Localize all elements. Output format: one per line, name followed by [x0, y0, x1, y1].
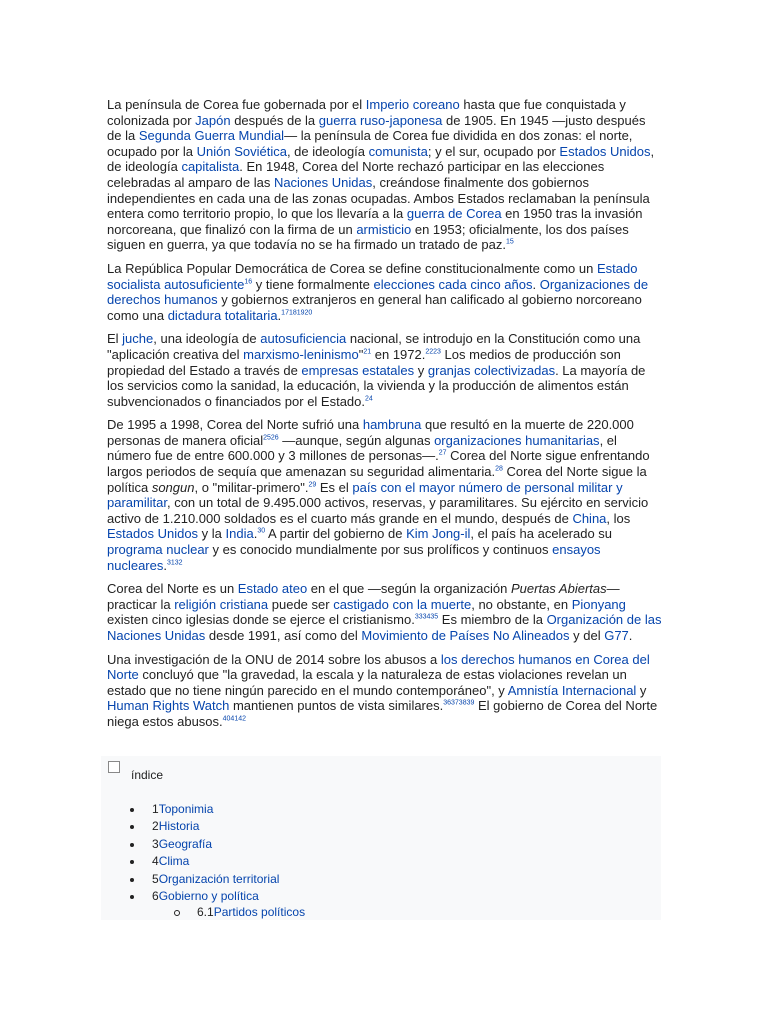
paragraph-famine-military: De 1995 a 1998, Corea del Norte sufrió una hambruna que resultó en la muerte de 220.000 personas de manera oficial$^{2526}$ —aunque, según algunas organizaciones humanitarias, el número fue de entre 600.000 y 3 millones de personas—.$^{27}$ Corea del Norte sigue enfrentando largos periodos de sequía que amenazan su seguridad alimentaria.$^{28}$ Corea del Norte sigue la política songun, o "militar-primero".$^{29}$ Es el país con el mayor número de personal militar y paramilitar, con un total de 9.495.000 activos, reservas, y paramilitares. Su ejército en servicio activo de 1.210.000 soldados es el cuarto más grande en el mundo, después de China, los Estados Unidos y la India.$^{30}$ A partir del gobierno de Kim Jong-il, el país ha acelerado su programa nuclear y es conocido mundialmente por sus prolíficos y continuos ensayos nucleares.$^{3132}$ — [107, 417, 650, 573]
reference-sup — [308, 481, 316, 488]
article-link[interactable]: programa nuclear — [107, 542, 209, 558]
reference-sup — [223, 716, 246, 723]
article-link[interactable]: hambruna — [362, 417, 422, 433]
toc-link[interactable]: Clima — [158, 854, 190, 869]
toc-item — [130, 871, 279, 888]
reference-sup — [257, 528, 265, 535]
article-link[interactable]: India — [225, 526, 254, 542]
reference-sup — [443, 700, 474, 707]
article-link[interactable]: Japón — [195, 112, 231, 128]
paragraph-constitution: La República Popular Democrática de Corea se define constitucionalmente como un Estado socialista autosuficiente$^{16}$ y tiene formalmente elecciones cada cinco años. Organizaciones de derechos humanos y gobiernos extranjeros en general han calificado al gobierno norcoreano como una dictadura totalitaria.$^{17181920}$ — [107, 260, 649, 323]
article-link[interactable]: ensayos nucleares — [107, 542, 601, 573]
article-link[interactable]: Pionyang — [571, 596, 626, 612]
paragraph-juche: El juche, una ideología de autosuficiencia nacional, se introdujo en la Constitución como una "aplicación creativa del marxismo-leninismo"$^{21}$ en 1972.$^{2223}$ Los medios de producción son propiedad del Estado a través de empresas estatales y granjas colectivizadas. La mayoría de los servicios como la sanidad, la educación, la vivienda y la producción de alimentos están subvencionados o financiados por el Estado.$^{24}$ — [107, 331, 646, 409]
reference-sup — [415, 614, 438, 621]
toc-number: 3 — [152, 836, 159, 851]
toc-item — [130, 853, 279, 870]
toc-item — [130, 818, 279, 835]
toc-number: 6 — [152, 888, 159, 903]
article-link[interactable]: Human Rights Watch — [107, 698, 230, 714]
article-body — [107, 97, 663, 738]
emphasis-text: songun — [151, 479, 195, 495]
reference-sup — [263, 435, 279, 442]
article-link[interactable]: guerra ruso-japonesa — [318, 112, 443, 128]
reference-link[interactable]: 21 — [363, 348, 372, 356]
toc-number: 6.1 — [197, 905, 214, 919]
emphasis-text: Puertas Abiertas — [511, 581, 607, 597]
toc-item — [130, 836, 279, 853]
reference-sup — [439, 450, 447, 457]
article-link[interactable]: marxismo-leninismo — [243, 346, 359, 362]
reference-link[interactable]: 28 — [495, 465, 503, 473]
article-link[interactable]: Organización de las Naciones Unidas — [107, 612, 662, 643]
toc-link[interactable]: Historia — [158, 819, 200, 834]
article-link[interactable]: Unión Soviética — [196, 143, 287, 159]
toc-number: 1 — [152, 802, 159, 816]
toc-link[interactable]: Toponimia — [158, 802, 214, 816]
reference-link[interactable]: 30 — [257, 528, 266, 536]
toc-link[interactable]: Gobierno y política — [158, 888, 259, 903]
reference-link[interactable]: 404142 — [222, 715, 246, 723]
article-link[interactable]: autosuficiencia — [260, 331, 347, 347]
toc-toggle-checkbox[interactable] — [108, 761, 120, 773]
reference-sup — [506, 239, 514, 246]
toc-sublist — [173, 904, 305, 921]
article-link[interactable]: los derechos humanos en Corea del Norte — [107, 651, 650, 683]
reference-link[interactable]: 29 — [308, 481, 317, 489]
article-link[interactable]: empresas estatales — [301, 362, 415, 378]
reference-sup — [425, 349, 441, 356]
article-link[interactable]: G77 — [604, 628, 629, 643]
article-link[interactable]: Estado ateo — [237, 581, 308, 597]
reference-sup — [495, 466, 503, 473]
article-link[interactable]: Movimiento de Países No Alineados — [361, 628, 570, 643]
article-link[interactable]: castigado con la muerte — [333, 596, 472, 612]
paragraph-religion: Corea del Norte es un Estado ateo en el que —según la organización Puertas Abiertas— practicar la religión cristiana puede ser castigado con la muerte, no obstante, en Pionyang existen cinco iglesias donde se ejerce el cristianismo.$^{333435}$ Es miembro de la Organización de las Naciones Unidas desde 1991, así como del Movimiento de Países No Alineados y del G77. — [107, 581, 662, 643]
article-link[interactable]: Estados Unidos — [559, 143, 651, 159]
article-link[interactable]: China — [572, 510, 607, 526]
reference-sup — [365, 395, 373, 402]
article-link[interactable]: organizaciones humanitarias — [434, 432, 600, 448]
toc-number: 4 — [152, 854, 159, 869]
toc-list — [130, 801, 279, 905]
toc-number: 5 — [152, 871, 159, 886]
article-link[interactable]: capitalista — [181, 159, 240, 175]
article-link[interactable]: Segunda Guerra Mundial — [138, 128, 285, 144]
reference-link[interactable]: 333435 — [414, 614, 439, 622]
reference-link[interactable]: 2223 — [425, 348, 441, 356]
toc-item — [130, 801, 279, 818]
toc-link[interactable]: Geografía — [158, 836, 213, 851]
reference-sup — [281, 309, 312, 316]
reference-link[interactable]: 15 — [505, 239, 514, 247]
article-link[interactable]: Naciones Unidas — [273, 174, 373, 190]
article-link[interactable]: granjas colectivizadas — [427, 362, 556, 378]
article-link[interactable]: elecciones cada cinco años — [373, 276, 533, 292]
article-link[interactable]: Kim Jong-il — [406, 526, 471, 542]
article-link[interactable]: país con el mayor número de personal militar y paramilitar — [107, 479, 623, 511]
toc-link[interactable]: Organización territorial — [158, 871, 280, 886]
toc-item — [130, 888, 279, 905]
article-link[interactable]: Organizaciones de derechos humanos — [107, 276, 649, 308]
article-link[interactable]: comunista — [368, 143, 428, 159]
article-link[interactable]: Estado socialista autosuficiente — [107, 260, 638, 292]
article-link[interactable]: juche — [122, 331, 154, 347]
paragraph-human-rights: Una investigación de la ONU de 2014 sobre los abusos a los derechos humanos en Corea del Norte concluyó que "la gravedad, la escala y la naturaleza de estas violaciones revelan un estado que no tiene ningún parecido en el mundo contemporáneo", y Amnistía Internacional y Human Rights Watch mantienen puntos de vista similares.$^{36373839}$ El gobierno de Corea del Norte niega estos abusos.$^{404142}$ — [107, 651, 658, 729]
toc-title: índice — [131, 768, 164, 782]
reference-link[interactable]: 16 — [244, 278, 253, 286]
table-of-contents — [101, 756, 661, 920]
reference-link[interactable]: 17181920 — [281, 309, 313, 317]
reference-sup — [244, 278, 252, 285]
toc-number: 2 — [152, 819, 159, 834]
reference-link[interactable]: 36373839 — [443, 700, 475, 708]
article-link[interactable]: armisticio — [356, 221, 412, 237]
reference-link[interactable]: 2526 — [263, 434, 279, 442]
reference-link[interactable]: 24 — [365, 395, 373, 403]
toc-link[interactable]: Partidos políticos — [213, 905, 306, 919]
reference-link[interactable]: 3132 — [167, 559, 183, 567]
reference-sup — [167, 559, 183, 566]
article-link[interactable]: dictadura totalitaria — [167, 307, 278, 323]
toc-subitem — [173, 904, 305, 921]
article-link[interactable]: guerra de Corea — [406, 206, 502, 222]
article-link[interactable]: Estados Unidos — [107, 526, 199, 542]
article-link[interactable]: Imperio coreano — [365, 97, 460, 112]
article-link[interactable]: Amnistía Internacional — [507, 682, 637, 698]
paragraph-history: La península de Corea fue gobernada por el Imperio coreano hasta que fue conquistada y colonizada por Japón después de la guerra ruso-japonesa de 1905. En 1945 —justo después de la Segunda Guerra Mundial— la península de Corea fue dividida en dos zonas: el norte, ocupado por la Unión Soviética, de ideología comunista; y el sur, ocupado por Estados Unidos, de ideología capitalista. En 1948, Corea del Norte rechazó participar en las elecciones celebradas al amparo de las Naciones Unidas, creándose finalmente dos gobiernos independientes en cada una de las zonas ocupadas. Ambos Estados reclamaban la península entera como territorio propio, lo que los llevaría a la guerra de Corea en 1950 tras la invasión norcoreana, que finalizó con la firma de un armisticio en 1953; oficialmente, los dos países siguen en guerra, ya que todavía no se ha firmado un tratado de paz.$^{15}$ — [107, 97, 655, 253]
reference-link[interactable]: 27 — [438, 450, 447, 458]
article-link[interactable]: religión cristiana — [174, 596, 269, 612]
reference-sup — [363, 349, 371, 356]
